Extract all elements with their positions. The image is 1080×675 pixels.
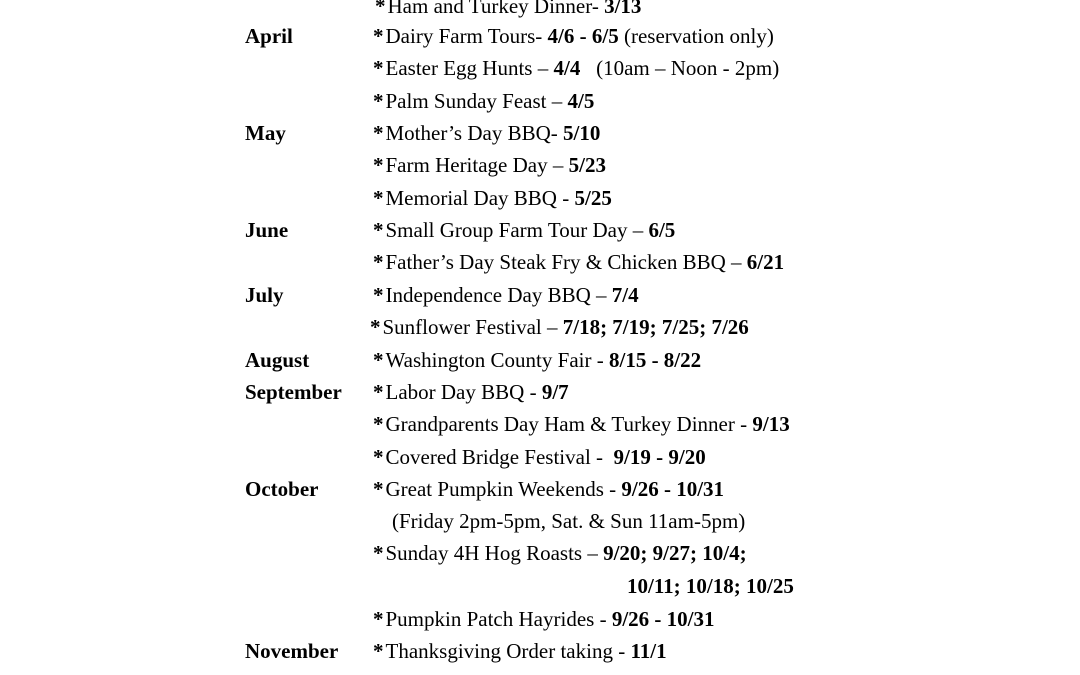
bullet-asterisk: * [373,380,384,404]
month-label: July [245,283,284,307]
event-date: 3/13 [604,0,642,18]
event-entry [373,345,701,375]
bullet-asterisk: * [373,153,384,177]
event-name: Ham and Turkey Dinner [387,0,592,18]
separator: – [627,218,649,242]
bullet-asterisk: * [373,639,384,663]
event-entry [373,280,639,310]
separator: - [591,0,605,18]
separator: - [590,445,614,469]
event-name: Easter Egg Hunts [385,56,533,80]
event-entry [373,409,790,439]
event-entry [373,118,600,148]
event-entry [373,538,747,568]
event-date: 6/5 [648,218,676,242]
separator: – [546,89,568,113]
separator: - [734,412,753,436]
event-entry [373,247,784,277]
event-name: Sunflower Festival [382,315,542,339]
event-name: Palm Sunday Feast [385,89,547,113]
event-date: 4/5 [567,89,595,113]
event-name: Pumpkin Patch Hayrides [385,607,595,631]
separator: – [590,283,612,307]
event-date: 9/26 - 10/31 [611,607,715,631]
event-name: Father’s Day Steak Fry & Chicken BBQ [385,250,726,274]
bullet-asterisk: * [373,348,384,372]
event-date: 5/25 [574,186,612,210]
event-entry [373,21,774,51]
event-date: 7/4 [611,283,639,307]
bullet-asterisk: * [373,56,384,80]
bullet-asterisk: * [373,283,384,307]
month-label: September [245,380,342,404]
event-date: 9/13 [752,412,790,436]
separator: - [591,348,609,372]
separator: – [725,250,747,274]
event-entry [373,442,706,472]
event-date: 4/6 - 6/5 [547,24,619,48]
event-name: Washington County Fair [385,348,592,372]
bullet-asterisk: * [373,250,384,274]
bullet-asterisk: * [373,218,384,242]
bullet-asterisk: * [373,121,384,145]
event-name: Covered Bridge Festival [385,445,591,469]
event-entry [373,474,724,504]
bullet-asterisk: * [375,0,386,18]
event-name: Sunday 4H Hog Roasts [385,541,583,565]
separator: – [547,153,569,177]
event-entry [373,215,675,245]
bullet-asterisk: * [373,186,384,210]
month-label: April [245,24,293,48]
event-date: 9/7 [541,380,569,404]
event-entry [373,183,612,213]
bullet-asterisk: * [370,315,381,339]
separator: – [582,541,604,565]
month-label: May [245,121,286,145]
event-entry [373,150,606,180]
event-entry [373,53,779,83]
separator: - [594,607,612,631]
separator: - [603,477,622,501]
event-entry [392,506,745,536]
separator: – [541,315,563,339]
separator: – [532,56,554,80]
event-date: 6/21 [746,250,785,274]
event-name: Small Group Farm Tour Day [385,218,628,242]
month-label: November [245,639,339,663]
event-date: 9/26 - 10/31 [621,477,725,501]
event-name: Great Pumpkin Weekends [385,477,604,501]
event-name: Farm Heritage Day [385,153,548,177]
event-entry [627,571,794,601]
event-date: 8/15 - 8/22 [608,348,702,372]
separator: - [612,639,631,663]
separator: - [524,380,542,404]
event-entry [370,312,749,342]
event-name: Dairy Farm Tours [385,24,536,48]
event-entry [373,636,667,666]
event-date: 7/18; 7/19; 7/25; 7/26 [562,315,749,339]
event-note: (reservation only) [618,24,774,48]
event-entry [375,0,641,21]
event-date: 10/11; 10/18; 10/25 [627,574,794,598]
event-name: Independence Day BBQ [385,283,591,307]
bullet-asterisk: * [373,445,384,469]
event-date: 4/4 [553,56,581,80]
bullet-asterisk: * [373,607,384,631]
event-name: Grandparents Day Ham & Turkey Dinner [385,412,735,436]
event-name: Mother’s Day BBQ [385,121,551,145]
month-label: June [245,218,289,242]
event-date: 5/23 [568,153,606,177]
event-entry [373,86,594,116]
event-name: Memorial Day BBQ [385,186,557,210]
month-label: October [245,477,319,501]
separator: - [556,186,575,210]
event-entry [373,604,714,634]
event-name: Labor Day BBQ [385,380,525,404]
event-date: 5/10 [563,121,601,145]
event-name: Thanksgiving Order taking [385,639,613,663]
separator: - [535,24,548,48]
bullet-asterisk: * [373,89,384,113]
separator: - [550,121,564,145]
event-entry [373,377,569,407]
event-note: (10am – Noon - 2pm) [580,56,780,80]
event-date: 9/20; 9/27; 10/4; [603,541,747,565]
event-date: 11/1 [630,639,667,663]
bullet-asterisk: * [373,477,384,501]
event-date: 9/19 - 9/20 [613,445,706,469]
month-label: August [245,348,310,372]
bullet-asterisk: * [373,24,384,48]
bullet-asterisk: * [373,541,384,565]
event-name: (Friday 2pm-5pm, Sat. & Sun 11am-5pm) [392,509,746,533]
bullet-asterisk: * [373,412,384,436]
